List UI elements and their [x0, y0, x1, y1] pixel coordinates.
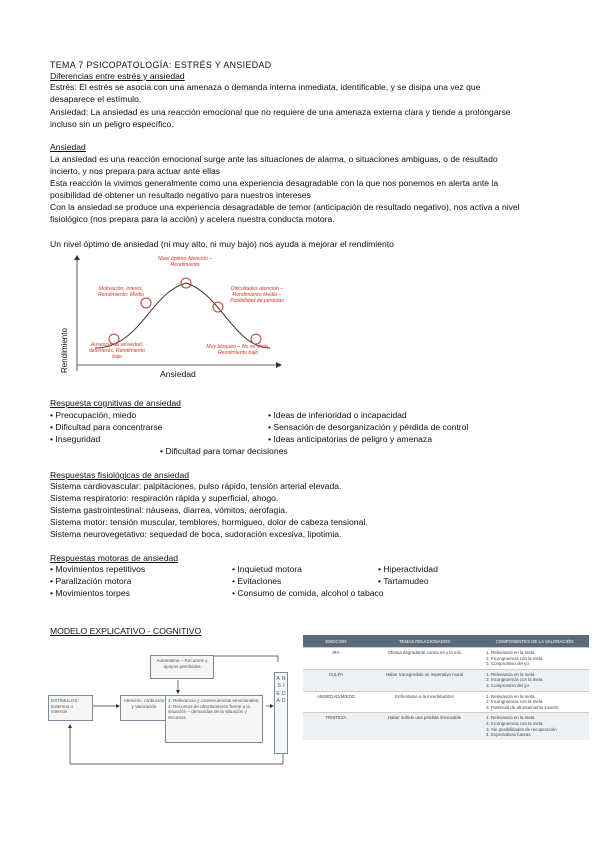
box-anxiety: A N S I E D A D: [274, 672, 288, 754]
ansiedad-heading: Ansiedad: [50, 142, 86, 152]
emotion-cell: TRISTEZA: [303, 713, 369, 740]
list-item: • Inquietud motora: [232, 564, 302, 574]
theme-cell: Haber transgredido un imperativo moral: [369, 669, 480, 691]
component-item: 3. Compromiso del yo: [491, 683, 586, 689]
ansiedad-line: La ansiedad es una reacción emocional surge ante las situaciones de alarma, o situaciones ambiguas, o de resultado: [50, 154, 498, 164]
motor-heading: Respuestas motoras de ansiedad: [50, 553, 179, 563]
diff-line: Estrés: El estrés se asocia con una amenaza o demanda interna inmediata, identificable, y se disipa una vez que: [50, 82, 481, 92]
y-axis-arrow: [74, 255, 80, 260]
component-item: 2. Incongruencia con la meta: [491, 677, 586, 683]
table-row: [303, 648, 589, 670]
list-item: • Inseguridad: [50, 434, 101, 444]
annotation-optimal: Nivel óptimo Atención – Rendimiento: [157, 256, 213, 268]
list-item: • Evitaciones: [232, 576, 282, 586]
diff-line: Ansiedad: La ansiedad es una reacción emocional que no requiere de una amenaza externa clara y tiende a prolongarse: [50, 107, 511, 117]
list-item: • Dificultad para concentrarse: [50, 422, 163, 432]
emotion-table: [303, 635, 589, 740]
component-item: 2. Incongruencia con la meta: [491, 656, 586, 662]
table-row: [303, 713, 589, 740]
list-item: • Movimientos torpes: [50, 588, 130, 598]
physiological-heading: Respuestas fisiológicas de ansiedad: [50, 470, 190, 480]
y-axis-label: Rendimiento: [60, 328, 69, 373]
list-item: • Tartamudeo: [378, 576, 429, 586]
list-item: • Paralización motora: [50, 576, 132, 586]
yerkes-dodson-diagram: [60, 253, 285, 381]
ansiedad-line: fisiológico (nos prepara para la acción) y acelera nuestra conducta motora.: [50, 214, 335, 224]
table-header: COMPONENTES DE LA VALORACIÓN: [480, 635, 589, 648]
components-cell: [480, 669, 589, 691]
list-item: • Movimientos repetitivos: [50, 564, 146, 574]
table-row: [303, 691, 589, 713]
components-cell: [480, 648, 589, 670]
cognitive-heading: Respuesta cognitivas de ansiedad: [50, 398, 181, 408]
annotation-mid-left: Motivación, interés, Rendimiento: Medio: [97, 286, 145, 298]
emotion-cell: CULPA: [303, 669, 369, 691]
page-title: TEMA 7 PSICOPATOLOGÍA: ESTRÉS Y ANSIEDAD: [50, 60, 272, 70]
point-low-right: [251, 334, 261, 344]
theme-cell: Enfrentarse a la incertidumbre: [369, 691, 480, 713]
list-item: • Hiperactividad: [378, 564, 438, 574]
box-appraisal: 1. Relevancia y consecuencias emocionales. 2. Recursos de afrontamiento frente a la situación – demandas de la situación y recursos: [165, 695, 263, 743]
component-item: 1. Relevancia en la meta: [491, 672, 586, 678]
component-item: 1. Relevancia en la meta: [491, 694, 586, 700]
physiological-line: Sistema neurovegetativo: sequedad de boca, sudoración excesiva, lipotimia.: [50, 529, 342, 539]
table-row: [303, 669, 589, 691]
ansiedad-line: Esta reacción la vivimos generalmente como una experiencia desagradable con la que nos ponemos en alerta ante la: [50, 178, 499, 188]
list-item: • Preocupación, miedo: [50, 410, 137, 420]
list-item: • Dificultad para tomar decisiones: [160, 446, 288, 456]
diff-line: incluso sin un peligro específico.: [50, 119, 174, 129]
ansiedad-line: incierto, y nos prepara para actuar ante ellas: [50, 166, 221, 176]
physiological-line: Sistema gastrointestinal: náuseas, diarrea, vómitos, aerofagia.: [50, 505, 288, 515]
component-item: 3. Sin posibilidades de recuperación: [491, 727, 586, 733]
physiological-line: Sistema respiratorio: respiración rápida y superficial, ahogo.: [50, 493, 279, 503]
table-header: EMOCIÓN: [303, 635, 369, 648]
box-self-esteem: Autoestima – Recursos y apoyos percibidos: [150, 655, 214, 679]
physiological-line: Sistema motor: tensión muscular, temblores, hormigueo, dolor de cabeza tensional.: [50, 517, 368, 527]
table-header-row: [303, 635, 589, 648]
components-cell: [480, 713, 589, 740]
diff-line: desaparece el estímulo.: [50, 94, 142, 104]
list-item: • Consumo de comida, alcohol o tabaco: [232, 588, 384, 598]
x-axis-label: Ansiedad: [160, 369, 196, 379]
list-item: • Sensación de desorganización y pérdida de control: [268, 422, 469, 432]
emotion-cell: ANSIEDAD/MIEDO: [303, 691, 369, 713]
x-axis-arrow: [276, 362, 282, 368]
component-item: 4. Expectativas futuras: [491, 732, 586, 738]
point-mid-left: [141, 298, 151, 308]
component-item: 3. Potencial de afrontamiento incierto: [491, 705, 586, 711]
box-stimuli: ESTÍMULOS: Externos o internos: [48, 695, 93, 721]
component-item: 2. Incongruencia con la meta: [491, 721, 586, 727]
annotation-low-left: Ausencia de ansiedad, desinterés, Rendimiento bajo: [89, 342, 145, 360]
ansiedad-line: posibilidad de obtener un resultado negativo para nuestros intereses: [50, 190, 311, 200]
box-attention: Atención, Atribución y Valoración: [120, 695, 168, 721]
theme-cell: Haber sufrido una pérdida irrevocable: [369, 713, 480, 740]
component-item: 2. Incongruencia con la meta: [491, 699, 586, 705]
list-item: • Ideas de inferioridad o incapacidad: [268, 410, 407, 420]
model-heading: MODELO EXPLICATIVO - COGNITIVO: [50, 626, 202, 636]
component-item: 1. Relevancia en la meta: [491, 650, 586, 656]
table-header: TEMAS RELACIONADOS: [369, 635, 480, 648]
annotation-mid-right: Dificultades atención – Rendimiento Medio – Posibilidad de pérdidas: [230, 286, 284, 304]
ansiedad-line: Un nivel óptimo de ansiedad (ni muy alto, ni muy bajo) nos ayuda a mejorar el rendimiento: [50, 239, 394, 249]
physiological-line: Sistema cardiovascular: palpitaciones, pulso rápido, tensión arterial elevada.: [50, 481, 342, 491]
components-cell: [480, 691, 589, 713]
component-item: 1. Relevancia en la meta: [491, 715, 586, 721]
diff-heading: Diferencias entre estrés y ansiedad: [50, 71, 185, 81]
ansiedad-line: Con la ansiedad se produce una experiencia desagradable de temor (anticipación de resultado negativo), nos activa a nivel: [50, 202, 520, 212]
emotion-cell: IRA: [303, 648, 369, 670]
theme-cell: Ofensa degradante contra mí y lo mío: [369, 648, 480, 670]
component-item: 3. Compromiso del yo: [491, 661, 586, 667]
ylabel-wrap: [60, 313, 72, 373]
annotation-low-right: Muy bloqueo – No se rinde, Rendimiento bajo: [206, 344, 270, 356]
list-item: • Ideas anticipatorias de peligro y amenaza: [268, 434, 432, 444]
